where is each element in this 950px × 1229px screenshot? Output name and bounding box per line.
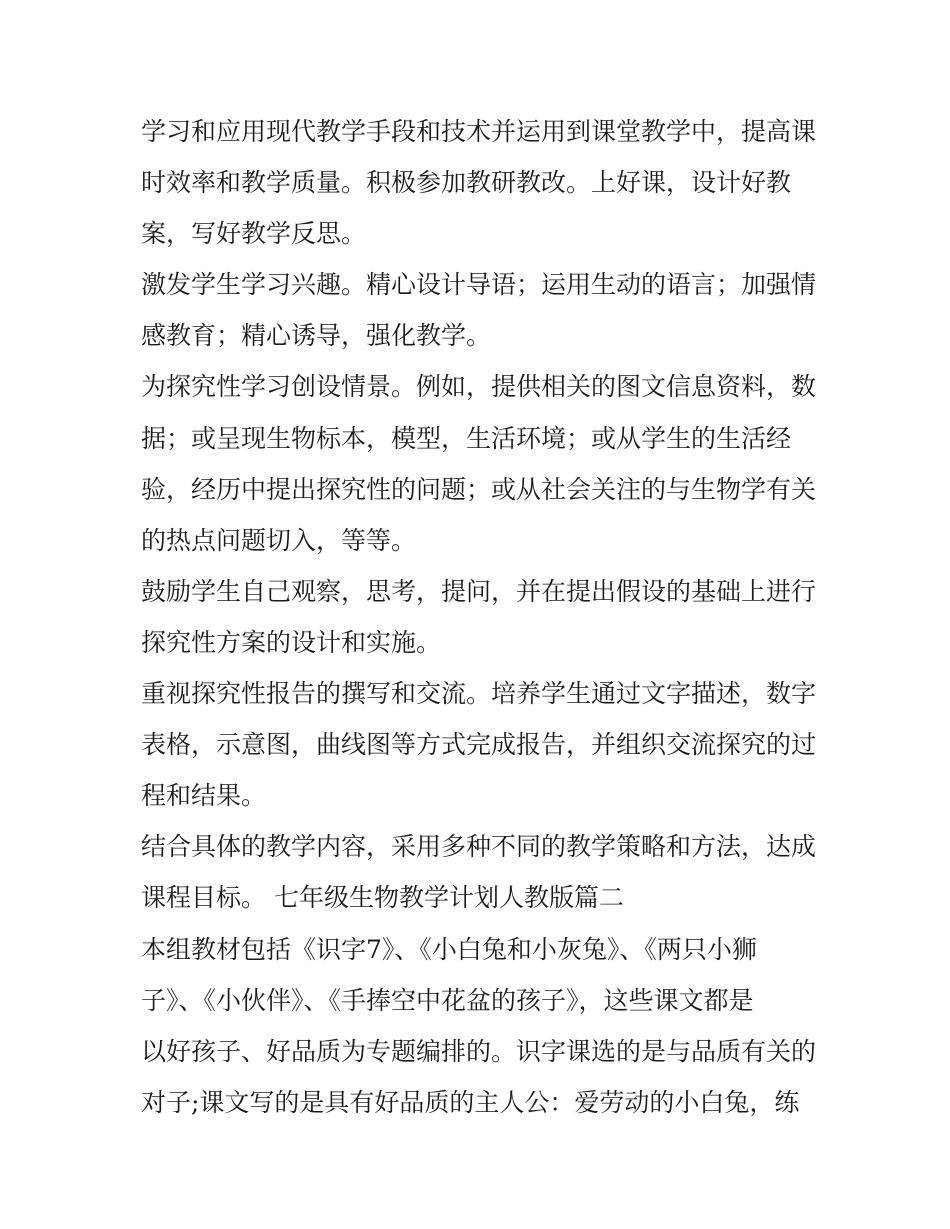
text-line: 据；或呈现生物标本，模型，生活环境；或从学生的生活经 bbox=[141, 423, 792, 453]
text-line: 程和结果。 bbox=[141, 781, 267, 811]
text-line: 对子;课文写的是具有好品质的主人公：爱劳动的小白兔，练 bbox=[141, 1087, 800, 1117]
text-line: 验，经历中提出探究性的问题；或从社会关注的与生物学有关 bbox=[141, 474, 817, 504]
text-line: 探究性方案的设计和实施。 bbox=[141, 627, 442, 657]
text-line: 本组教材包括《识字7》、《小白兔和小灰兔》、《两只小狮 bbox=[141, 934, 757, 964]
text-line: 学习和应用现代教学手段和技术并运用到课堂教学中，提高课 bbox=[141, 117, 817, 146]
text-line: 案，写好教学反思。 bbox=[141, 219, 367, 249]
text-line: 感教育；精心诱导，强化教学。 bbox=[141, 321, 492, 351]
text-line: 结合具体的教学内容，采用多种不同的教学策略和方法，达成 bbox=[141, 832, 817, 862]
text-line: 的热点问题切入，等等。 bbox=[141, 525, 417, 555]
text-line: 激发学生学习兴趣。精心设计导语；运用生动的语言；加强情 bbox=[141, 270, 817, 300]
text-line: 重视探究性报告的撰写和交流。培养学生通过文字描述，数字 bbox=[141, 679, 817, 709]
text-line: 表格，示意图，曲线图等方式完成报告，并组织交流探究的过 bbox=[141, 730, 817, 760]
text-line: 课程目标。 七年级生物教学计划人教版篇二 bbox=[141, 883, 624, 913]
text-line: 子》、《小伙伴》、《手捧空中花盆的孩子》，这些课文都是 bbox=[141, 985, 754, 1015]
text-line: 为探究性学习创设情景。例如，提供相关的图文信息资料，数 bbox=[141, 372, 817, 402]
text-line: 时效率和教学质量。积极参加教研教改。上好课，设计好教 bbox=[141, 168, 792, 198]
text-line: 以好孩子、好品质为专题编排的。识字课选的是与品质有关的 bbox=[141, 1036, 817, 1066]
body-text bbox=[141, 106, 817, 1128]
text-line: 鼓励学生自己观察，思考，提问，并在提出假设的基础上进行 bbox=[141, 576, 817, 606]
